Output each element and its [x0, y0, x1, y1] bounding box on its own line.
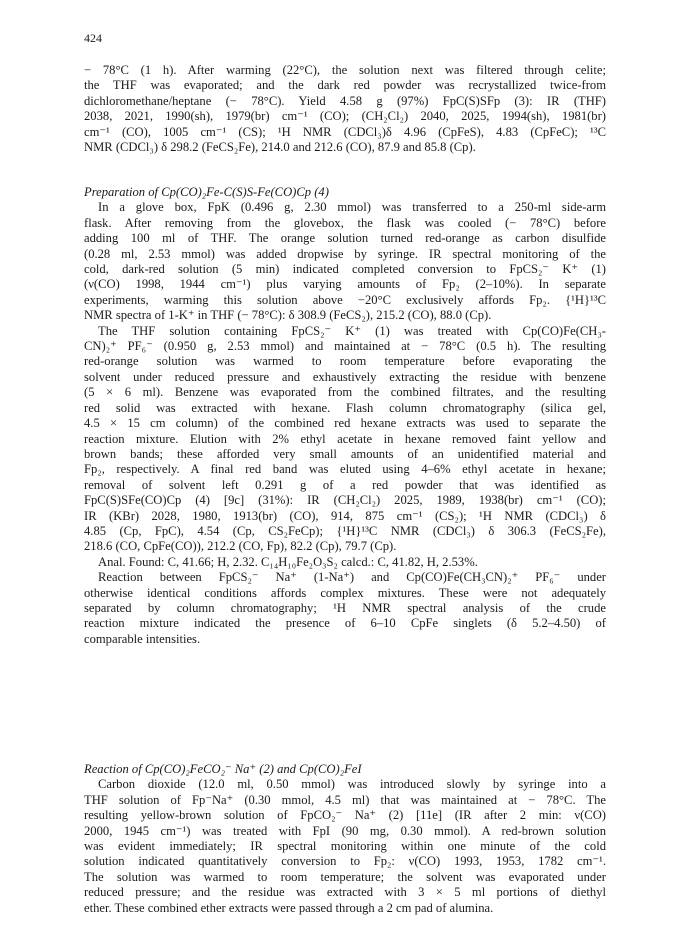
- text-line: cm⁻¹ (CO), 1005 cm⁻¹ (CS); ¹H NMR (CDCl₃)δ 4.96 (CpFeS), 4.83 (CpFeC); ¹³C: [84, 124, 606, 139]
- text-line: comparable intensities.: [84, 631, 201, 646]
- text-line: 2000, 1945 cm⁻¹) was treated with FpI (90 mg, 0.30 mmol). A red-brown solution: [84, 823, 606, 838]
- text-line: dichloromethane/heptane (− 78°C). Yield 4.58 g (97%) FpC(S)SFp (3): IR (THF): [84, 93, 606, 108]
- text-line: FpC(S)SFe(CO)Cp (4) [9c] (31%): IR (CH₂Cl₂) 2025, 1989, 1938(br) cm⁻¹ (CO);: [84, 493, 606, 508]
- text-line: experiments, warming this solution above −20°C exclusively affords Fp₂. {¹H}¹³C: [84, 292, 606, 307]
- text-line: 218.6 (CO, CpFe(CO)), 212.2 (CO, Fp), 82.2 (Cp), 79.7 (Cp).: [84, 539, 397, 554]
- text-line: CN)₂⁺ PF₆⁻ (0.950 g, 2.53 mmol) and maintained at − 78°C (0.5 h). The resulting: [84, 339, 606, 354]
- text-line: NMR (CDCl₃) δ 298.2 (FeCS₂Fe), 214.0 and 212.6 (CO), 87.9 and 85.8 (Cp).: [84, 140, 476, 155]
- text-line: NMR spectra of 1-K⁺ in THF (− 78°C): δ 308.9 (FeCS₂), 215.2 (CO), 88.0 (Cp).: [84, 308, 492, 323]
- paragraph: [84, 777, 606, 916]
- text-line: 2038, 2021, 1990(sh), 1979(br) cm⁻¹ (CO); (CH₂Cl₂) 2040, 2025, 1994(sh), 1981(br): [84, 109, 606, 124]
- text-line: Carbon dioxide (12.0 ml, 0.50 mmol) was introduced slowly by syringe into a: [98, 777, 606, 792]
- text-line: Reaction between FpCS₂⁻ Na⁺ (1-Na⁺) and Cp(CO)Fe(CH₃CN)₂⁺ PF₆⁻ under: [98, 570, 606, 585]
- page-number: 424: [84, 31, 102, 45]
- text-line: Fp₂, respectively. A final red band was eluted using 4–6% ethyl acetate in hexane;: [84, 462, 606, 477]
- text-line: THF solution of Fp⁻Na⁺ (0.30 mmol, 4.5 ml) that was maintained at − 78°C. The: [84, 792, 606, 807]
- text-line: brown bands; these afforded very small amounts of an unidentified material and: [84, 446, 606, 461]
- section-heading: Preparation of Cp(CO)₂Fe-C(S)S-Fe(CO)Cp (4): [84, 185, 329, 199]
- text-line: (ν(CO) 1998, 1944 cm⁻¹) plus varying amounts of Fp₂ (2–10%). In separate: [84, 277, 606, 292]
- paragraph: [84, 555, 606, 570]
- text-line: − 78°C (1 h). After warming (22°C), the solution next was filtered through celite;: [84, 63, 606, 77]
- continued-paragraph: [84, 63, 606, 155]
- section-reaction-2: [84, 762, 606, 916]
- paragraph: [84, 324, 606, 555]
- text-line: flask. After removing from the glovebox, the flask was cooled (− 78°C) before: [84, 215, 606, 230]
- text-line: solution indicated quantitatively conversion to Fp₂: ν(CO) 1993, 1953, 1782 cm⁻¹.: [84, 854, 606, 869]
- text-line: (5 × 6 ml). Benzene was evaporated from the combined filtrates, and the resulting: [84, 385, 606, 400]
- paragraph: [84, 200, 606, 323]
- text-line: reaction mixture. Elution with 2% ethyl acetate in hexane removed faint yellow and: [84, 431, 606, 446]
- section-preparation-4: [84, 185, 606, 647]
- text-line: cold, dark-red solution (5 min) indicated completed conversion to FpCS₂⁻ K⁺ (1): [84, 262, 606, 277]
- text-line: In a glove box, FpK (0.496 g, 2.30 mmol) was transferred to a 250-ml side-arm: [98, 200, 606, 215]
- text-line: reaction mixture indicated the presence of 6–10 CpFe singlets (δ 5.2–4.50) of: [84, 616, 606, 631]
- text-line: 4.5 × 15 cm column) of the combined red hexane extracts was used to separate the: [84, 416, 606, 431]
- text-line: IR (KBr) 2028, 1980, 1913(br) (CO), 914, 875 cm⁻¹ (CS₂); ¹H NMR (CDCl₃) δ: [84, 508, 606, 523]
- text-line: red solid was extracted with hexane. Flash column chromatography (silica gel,: [84, 400, 606, 415]
- text-line: red-orange solution was warmed to room temperature before evaporating the: [84, 354, 606, 369]
- text-line: resulting yellow-brown solution of FpCO₂⁻ Na⁺ (2) [11e] (IR after 2 min: ν(CO): [84, 808, 606, 823]
- text-line: adding 100 ml of THF. The orange solution turned red-orange as carbon disulfide: [84, 231, 606, 246]
- text-line: The THF solution containing FpCS₂⁻ K⁺ (1) was treated with Cp(CO)Fe(CH₃-: [98, 323, 606, 338]
- text-line: Anal. Found: C, 41.66; H, 2.32. C₁₄H₁₀Fe₂O₃S₂ calcd.: C, 41.82, H, 2.53%.: [98, 554, 478, 569]
- section-heading: Reaction of Cp(CO)₂FeCO₂⁻ Na⁺ (2) and Cp(CO)₂FeI: [84, 762, 362, 776]
- text-line: was evident immediately; IR spectral monitoring within one minute of the cold: [84, 839, 606, 854]
- text-line: 4.85 (Cp, FpC), 4.54 (Cp, CS₂FeCp); {¹H}¹³C NMR (CDCl₃) δ 306.3 (FeCS₂Fe),: [84, 523, 606, 538]
- paragraph: [84, 570, 606, 647]
- text-line: separated by column chromatography; ¹H NMR spectral analysis of the crude: [84, 600, 606, 615]
- text-line: otherwise identical conditions affords complex mixtures. These were not adequately: [84, 585, 606, 600]
- text-line: reduced pressure; and the residue was extracted with 3 × 5 ml portions of diethyl: [84, 885, 606, 900]
- text-line: The solution was warmed to room temperature; the solvent was evaporated under: [84, 869, 606, 884]
- text-line: solvent under reduced pressure and exhaustively extracting the residue with benzene: [84, 369, 606, 384]
- text-line: removal of solvent left 0.291 g of a red powder that was identified as: [84, 477, 606, 492]
- text-line: ether. These combined ether extracts were passed through a 2 cm pad of alumina.: [84, 900, 494, 915]
- text-line: the THF was evaporated; and the dark red powder was recrystallized twice-from: [84, 78, 606, 93]
- text-line: (0.28 ml, 2.53 mmol) was added dropwise by syringe. IR spectral monitoring of the: [84, 246, 606, 261]
